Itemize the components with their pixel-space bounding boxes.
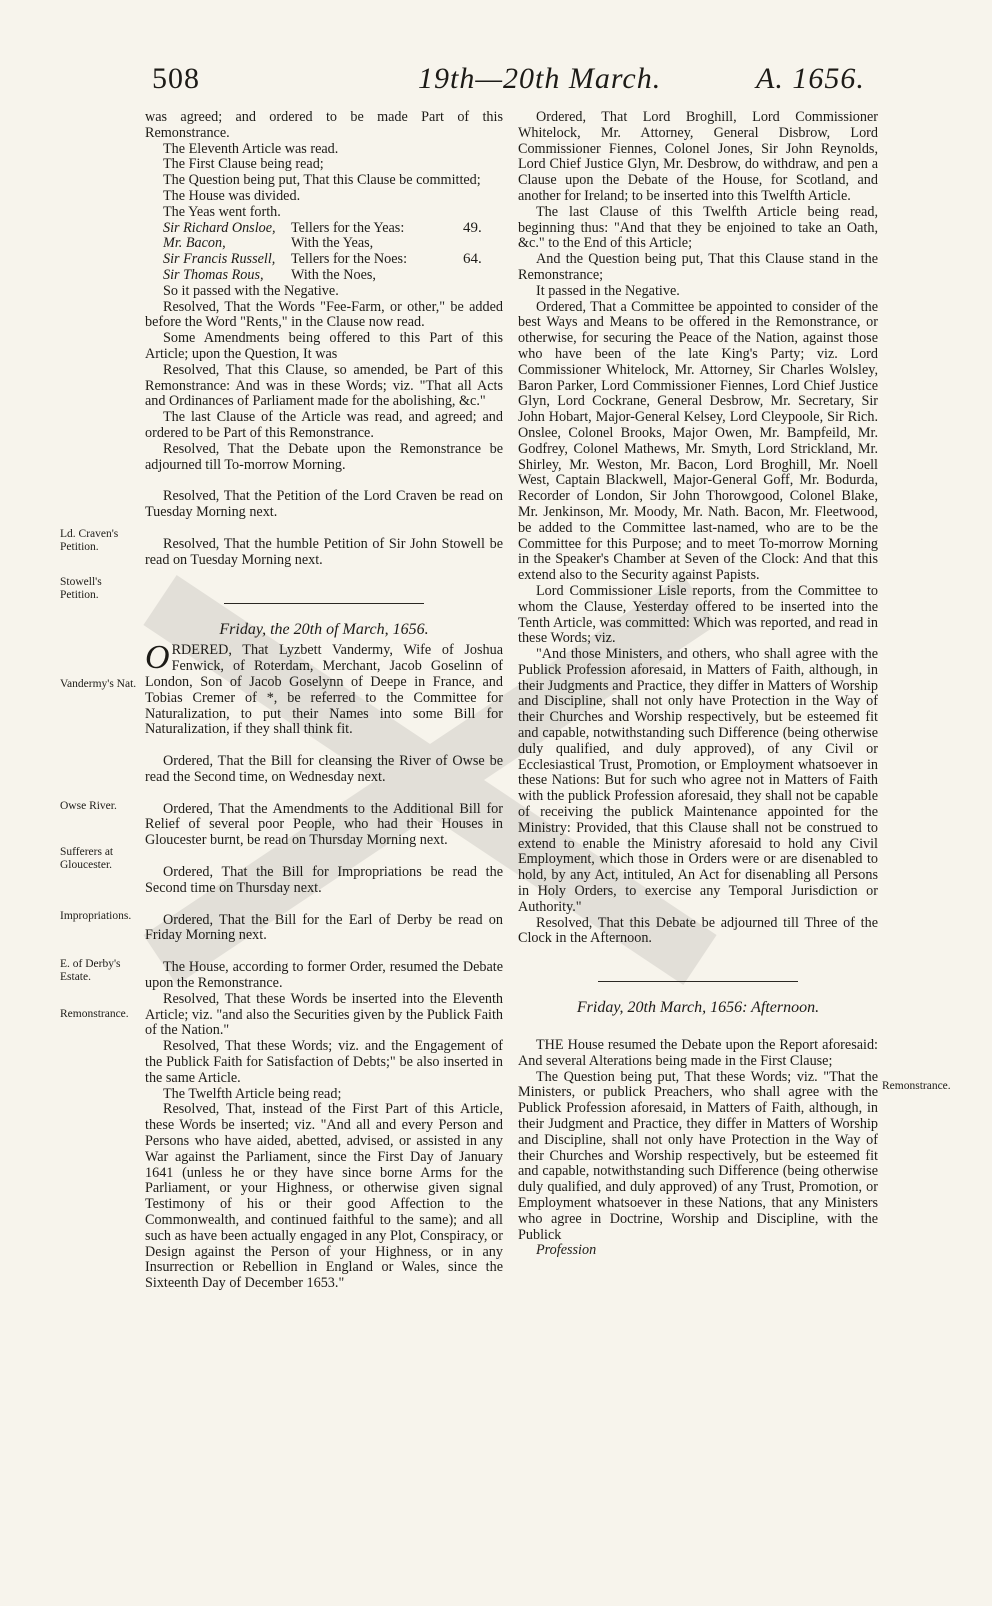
paragraph: Resolved, That, instead of the First Part of this Article, these Words be inserted; viz. "And all and every Person and Persons who have aided, abetted, advised, or assisted in any War against the Parliament, since the First Day of January 1641 (unless he or they have since borne Arms for the Parliament, or your Highness, or otherwise given signal Testimony of his or their good Affection to the Commonwealth, and continued faithful to the same); and all such as have been actually engaged in any Plot, Conspiracy, or Design against the Person of your Highness, or in any Insurrection or Rebellion in England or Wales, since the Sixteenth Day of December 1653.": [145, 1101, 503, 1292]
teller-label: Tellers for the Noes:: [291, 251, 408, 268]
paragraph: The Twelfth Article being read;: [163, 1085, 342, 1102]
paragraph: The Question being put, That this Clause be committed;: [163, 172, 481, 189]
teller-name: Sir Richard Onsloe,: [163, 219, 276, 236]
paragraph: Resolved, That this Clause, so amended, be Part of this Remonstrance: And was in these Words; viz. "That all Acts and Ordinances of Parliament made for the abolishing, &c.": [145, 361, 503, 410]
paragraph: Resolved, That these Words be inserted into the Eleventh Article; viz. "and also the Securities given by the Publick Faith of the Nation.": [145, 990, 503, 1039]
teller-name: Sir Thomas Rous,: [163, 266, 264, 283]
teller-count: 49.: [463, 219, 482, 236]
catchword: Profession: [536, 1242, 597, 1259]
paragraph: Resolved, That this Debate be adjourned till Three of the Clock in the Afternoon.: [518, 914, 878, 947]
teller-row: [145, 252, 503, 268]
page-header: [0, 62, 992, 102]
paragraph: The House, according to former Order, resumed the Debate upon the Remonstrance.: [145, 959, 503, 992]
paragraph: Ordered, That a Committee be appointed to consider of the best Ways and Means to be offered in the Remonstrance, or otherwise, for securing the Peace of the Nation, against those who have been of the late King's Party; viz. Lord Commissioner Whitelock, Mr. Attorney, Sir Charles Wolsley, Baron Parker, Lord Commissioner Fiennes, Lord Chief Justice Glyn, Lord Cockrane, General Desbrow, Mr. Secretary, Sir John Hobart, Major-General Kelsey, Lord Cleypoole, Sir Rich. Onslee, Colonel Brooks, Major Owen, Mr. Bampfeild, Mr. Godfrey, Colonel Mathews, Mr. Smyth, Lord Strickland, Mr. Shirley, Mr. Weston, Mr. Bacon, Lord Broghill, Mr. Noell West, Captain Blackwell, Major-General Goff, Mr. Bodurda, Recorder of London, Sir John Thorowgood, Colonel Blake, Mr. Jenkinson, Mr. Moody, Mr. Nath. Bacon, Mr. Fleetwood, be added to the Committee last-named, who are to be the Committee for this Purpose; and to meet To-morrow Morning in the Speaker's Chamber at Seven of the Clock: And that this extend also to the Security against Papists.: [518, 298, 878, 584]
teller-label: With the Yeas,: [291, 235, 374, 252]
paragraph: Lord Commissioner Lisle reports, from the Committee to whom the Clause, Yesterday offered to be inserted into the Tenth Article, was committed: Which was reported, and read in these Words; viz.: [518, 582, 878, 647]
teller-name: Sir Francis Russell,: [163, 251, 276, 268]
entry-craven: Resolved, That the Petition of the Lord Craven be read on Tuesday Morning next.: [145, 488, 503, 521]
entry-vandermy: [145, 639, 503, 738]
entry-derby: Ordered, That the Bill for the Earl of Derby be read on Friday Morning next.: [145, 911, 503, 944]
friday-heading: Friday, the 20th of March, 1656.: [219, 620, 429, 638]
paragraph: Some Amendments being offered to this Part of this Article; upon the Question, It was: [145, 330, 503, 362]
paragraph: And the Question being put, That this Clause stand in the Remonstrance;: [518, 251, 878, 283]
header-year: A. 1656.: [756, 62, 865, 95]
right-column: [518, 110, 878, 1259]
margin-note-derby: E. of Derby's Estate.: [60, 958, 121, 983]
entry-owse: Ordered, That the Bill for cleansing the River of Owse be read the Second time, on Wednesday next.: [145, 753, 503, 785]
margin-note-impropriations: Impropriations.: [60, 910, 132, 922]
teller-row: [145, 221, 503, 237]
section-divider: [598, 981, 798, 982]
paragraph: The last Clause of this Twelfth Article being read, beginning thus: "And that they be enjoined to take an Oath, &c." to the End of this Article;: [518, 203, 878, 252]
paragraph: Resolved, That these Words; viz. and the Engagement of the Publick Faith for Satisfaction of Debts;" be also inserted in the same Article.: [145, 1038, 503, 1086]
teller-name: Mr. Bacon,: [163, 235, 226, 252]
tellers-table: [145, 221, 503, 284]
paragraph: The First Clause being read;: [163, 156, 324, 173]
paragraph: Resolved, That the Words "Fee-Farm, or other," be added before the Word "Rents," in the Clause now read.: [145, 298, 503, 331]
paragraph: was agreed; and ordered to be made Part of this Remonstrance.: [145, 109, 503, 141]
teller-label: Tellers for the Yeas:: [291, 219, 405, 236]
teller-count: 64.: [463, 251, 482, 268]
paragraph: The Yeas went forth.: [163, 203, 281, 220]
page-number: 508: [152, 62, 200, 95]
entry-vandermy-text: RDERED, That Lyzbett Vandermy, Wife of Joshua Fenwick, of Roterdam, Merchant, Jacob Goselinn of London, Son of Jacob Goselynn of Deepe in France, and Tobias Cremer of *, be referred to the Committee for Naturalization, to put their Names into some Bill for Naturalization, if they shall think fit.: [145, 642, 503, 738]
paragraph: THE House resumed the Debate upon the Report aforesaid: And several Alterations being made in the First Clause;: [518, 1037, 878, 1069]
drop-cap: O: [145, 639, 170, 677]
paragraph: So it passed with the Negative.: [163, 282, 339, 299]
margin-note-sufferers: Sufferers at Gloucester.: [60, 846, 114, 871]
section-divider: [224, 603, 424, 604]
teller-label: With the Noes,: [291, 266, 376, 283]
paragraph: Resolved, That the Debate upon the Remonstrance be adjourned till To-morrow Morning.: [145, 440, 503, 473]
paragraph: The Question being put, That these Words; viz. "That the Ministers, or publick Preachers, who shall agree with the Publick Profession aforesaid, in Matters of Faith, although, in their Judgment and Practice, they differ in Matters of Worship and Discipline, shall not only have Protection in the Way of their Churches and Worship respectively, but be esteemed fit and capable, notwithstanding such Difference (being otherwise duly qualified, and duly approved) of any Trust, Promotion, or Employment whatsoever in these Nations, that any Ministers who agree in Doctrine, Worship and Discipline, with the Publick: [518, 1068, 878, 1243]
teller-row: [145, 236, 503, 252]
paragraph: It passed in the Negative.: [536, 282, 680, 299]
left-column: [145, 110, 503, 1292]
margin-note-remonstrance: Remonstrance.: [60, 1008, 129, 1020]
paragraph: The last Clause of the Article was read, and agreed; and ordered to be Part of this Remonstrance.: [145, 409, 503, 441]
entry-impropriations: Ordered, That the Bill for Impropriations be read the Second time on Thursday next.: [145, 864, 503, 896]
margin-note-craven: Ld. Craven's Petition.: [60, 528, 119, 553]
paragraph: Ordered, That Lord Broghill, Lord Commissioner Whitelock, Mr. Attorney, General Disbrow, Lord Commissioner Fiennes, Colonel Jones, Sir John Reynolds, Lord Chief Justice Glyn, Mr. Desbrow, do withdraw, and pen a Clause upon the Debate of the House, for Scotland, and another for Ireland; to be inserted into this Twelfth Article.: [518, 109, 878, 204]
paragraph: "And those Ministers, and others, who shall agree with the Publick Profession aforesaid, in Matters of Faith, although, in their Judgments and Practice, they differ in Matters of Worship and Discipline, shall not only have Protection in the Way of their Churches and Worship respectively, but be esteemed fit and capable, notwithstanding such Difference (being otherwise duly qualified, and duly approved), of any Civil or Ecclesiastical Trust, Promotion, or Employment whatsoever in these Nations: But for such who agree not in Matters of Faith with the publick Profession aforesaid, they shall not be capable of receiving the publick Maintenance appointed for the Ministry: Provided, that this Clause shall not be construed to extend to enable the Ministry aforesaid to hold any Civil Employment, which those in Orders were or are disenabled to hold, by any Act, intituled, An Act for disenabling all Persons in Holy Orders, to exercise any Temporal Jurisdiction or Authority.": [518, 646, 878, 915]
entry-sufferers: Ordered, That the Amendments to the Additional Bill for Relief of several poor People, who had their Houses in Gloucester burnt, be read on Thursday Morning next.: [145, 800, 503, 849]
paragraph: The House was divided.: [163, 187, 301, 204]
margin-note-stowell: Stowell's Petition.: [60, 576, 102, 601]
paragraph: The Eleventh Article was read.: [163, 140, 339, 157]
teller-row: [145, 268, 503, 284]
margin-note-owse: Owse River.: [60, 800, 117, 812]
margin-note-afternoon: Remonstrance.: [882, 1080, 951, 1092]
afternoon-heading: Friday, 20th March, 1656: Afternoon.: [576, 999, 820, 1017]
entry-stowell: Resolved, That the humble Petition of Sir John Stowell be read on Tuesday Morning next.: [145, 535, 503, 568]
margin-note-vandermy: Vandermy's Nat.: [60, 678, 137, 690]
header-dates: 19th—20th March.: [418, 62, 662, 95]
